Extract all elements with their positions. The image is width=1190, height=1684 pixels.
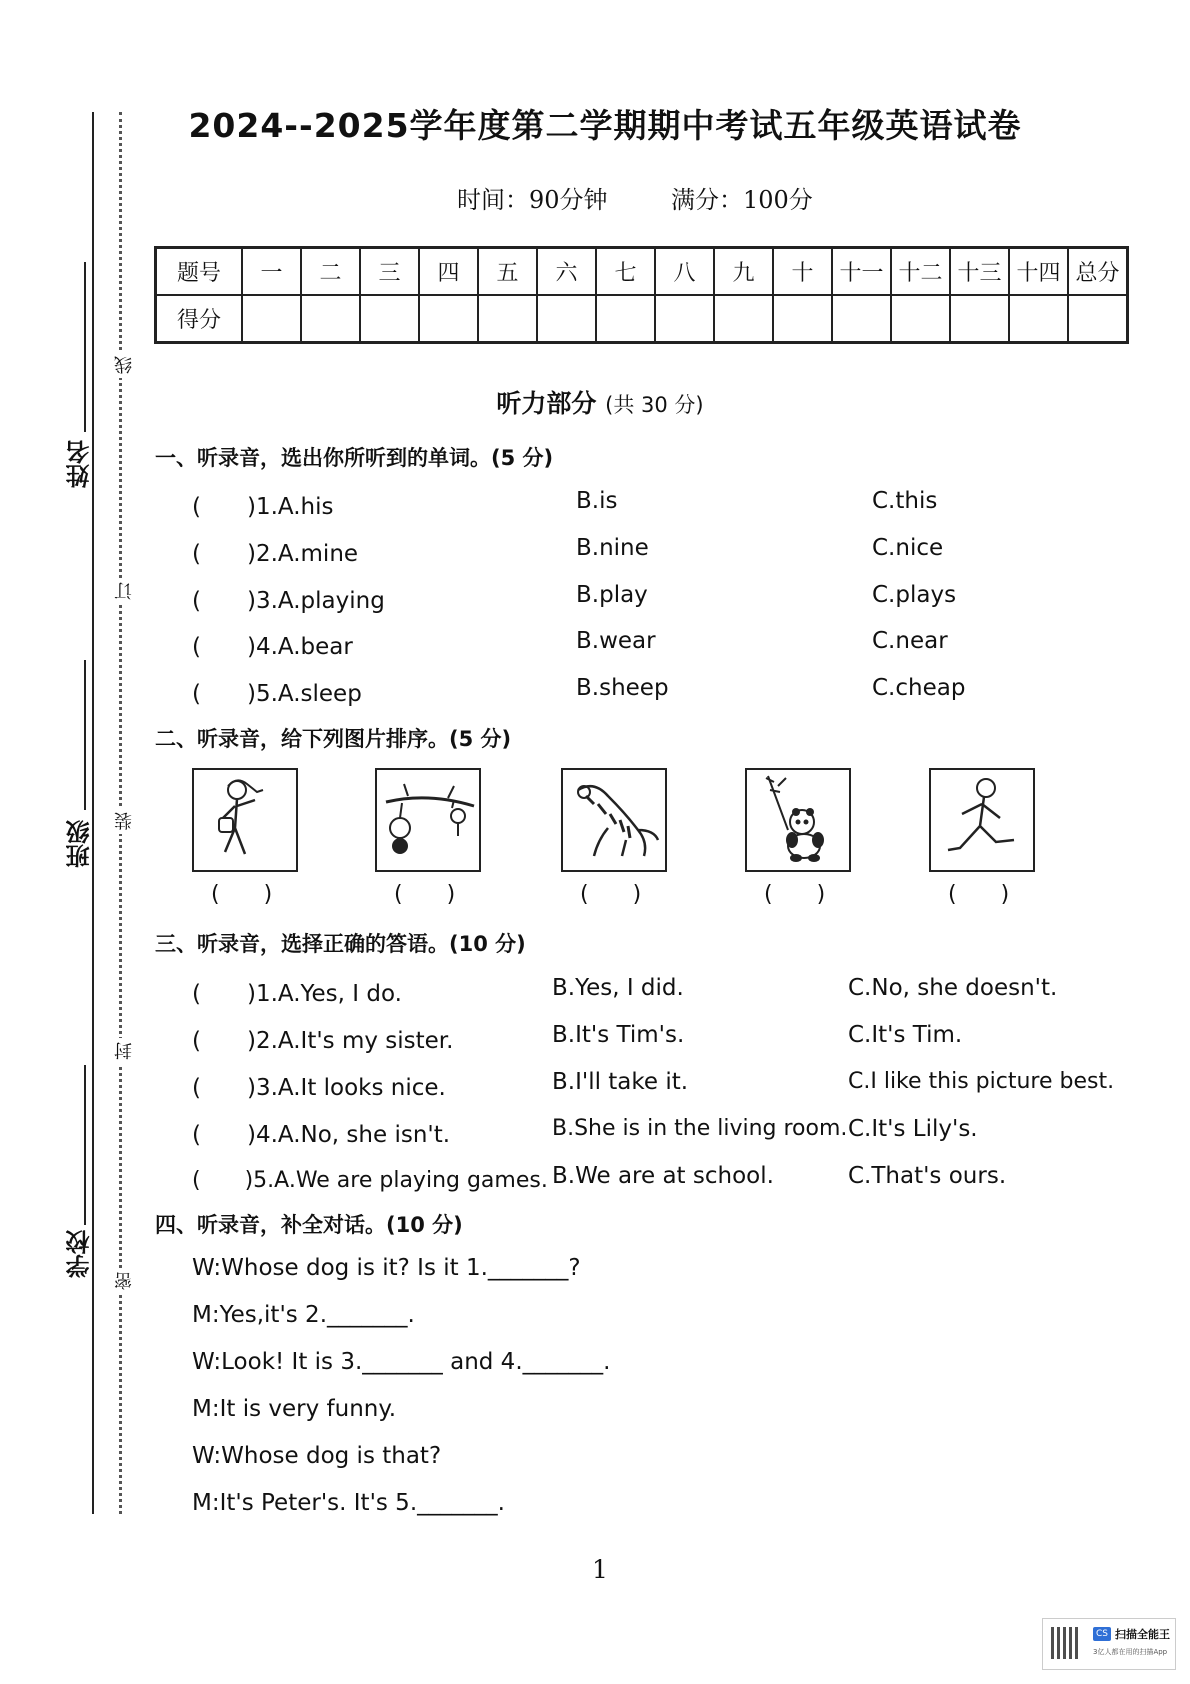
- score-cell[interactable]: [1009, 295, 1068, 343]
- q2-answer-paren[interactable]: ( ): [394, 882, 456, 907]
- q3-item-a[interactable]: ( )2.A.It's my sister.: [192, 1028, 454, 1054]
- tiger-picture: [561, 768, 667, 872]
- tiger-icon: [563, 770, 665, 870]
- q3-item-b: B.We are at school.: [552, 1163, 774, 1189]
- score-table-score-row: [156, 295, 1128, 343]
- q3-item-a[interactable]: ( )5.A.We are playing games.: [192, 1168, 548, 1193]
- score-cell[interactable]: [773, 295, 832, 343]
- page-number: 1: [592, 1555, 608, 1584]
- binding-mark-line: 线: [112, 352, 138, 378]
- girl-climbing-picture: [192, 768, 298, 872]
- q1-item-b: B.is: [576, 488, 618, 514]
- score-cell[interactable]: [419, 295, 478, 343]
- q1-item-b: B.play: [576, 582, 648, 608]
- q1-item-c: C.cheap: [872, 675, 966, 701]
- boy-running-picture: [929, 768, 1035, 872]
- score-cell[interactable]: [655, 295, 714, 343]
- q1-item-c: C.this: [872, 488, 938, 514]
- q3-item-c: C.That's ours.: [848, 1163, 1007, 1189]
- q1-item-b: B.nine: [576, 535, 649, 561]
- listening-points: (共 30 分): [605, 393, 704, 417]
- q3-item-c: C.No, she doesn't.: [848, 975, 1058, 1001]
- dialogue-line: W:Whose dog is that?: [192, 1443, 442, 1469]
- score-table-header: 总分: [1068, 248, 1128, 296]
- dialogue-line: M:It is very funny.: [192, 1396, 397, 1422]
- score-table-header: 七: [596, 248, 655, 296]
- score-table-header: 十一: [832, 248, 891, 296]
- q1-item-a[interactable]: ( )3.A.playing: [192, 588, 385, 614]
- q3-item-c: C.It's Tim.: [848, 1022, 963, 1048]
- q1-item-c: C.plays: [872, 582, 957, 608]
- q1-title: 一、听录音，选出你所听到的单词。(5 分): [155, 446, 554, 470]
- score-table-header: 二: [301, 248, 360, 296]
- q1-item-c: C.nice: [872, 535, 944, 561]
- q1-item-a[interactable]: ( )1.A.his: [192, 494, 334, 520]
- binding-mark-bind: 装: [112, 808, 138, 834]
- q2-answer-paren[interactable]: ( ): [580, 882, 642, 907]
- listening-header-text: 听力部分: [496, 389, 597, 418]
- score-cell[interactable]: [301, 295, 360, 343]
- score-cell[interactable]: [891, 295, 950, 343]
- score-table-header: 六: [537, 248, 596, 296]
- score-table-header: 一: [242, 248, 301, 296]
- q2-answer-paren[interactable]: ( ): [764, 882, 826, 907]
- binding-mark-staple: 订: [112, 578, 138, 604]
- score-table-header: 十二: [891, 248, 950, 296]
- dialogue-line[interactable]: M:It's Peter's. It's 5._______.: [192, 1490, 505, 1516]
- score-cell[interactable]: [1068, 295, 1128, 343]
- monkeys-on-branch-picture: [375, 768, 481, 872]
- q2-answer-paren[interactable]: ( ): [948, 882, 1010, 907]
- score-table: [154, 246, 1129, 344]
- q3-title: 三、听录音，选择正确的答语。(10 分): [155, 932, 526, 956]
- q4-title: 四、听录音，补全对话。(10 分): [155, 1213, 463, 1237]
- name-label: 姓名: [66, 440, 94, 488]
- binding-mark-secret: 密: [112, 1268, 138, 1294]
- scanner-name: 扫描全能王: [1115, 1628, 1170, 1641]
- score-cell[interactable]: [537, 295, 596, 343]
- q3-item-a[interactable]: ( )1.A.Yes, I do.: [192, 981, 402, 1007]
- school-blank[interactable]: [84, 1065, 86, 1225]
- q3-item-b: B.She is in the living room.: [552, 1116, 848, 1141]
- class-blank[interactable]: [84, 660, 86, 810]
- score-table-header-row: [156, 248, 1128, 296]
- q3-item-b: B.Yes, I did.: [552, 975, 684, 1001]
- qr-code-icon: [1051, 1627, 1081, 1659]
- panda-icon: [747, 770, 849, 870]
- scanner-watermark: [1042, 1618, 1176, 1670]
- score-table-header: 四: [419, 248, 478, 296]
- dialogue-line[interactable]: W:Whose dog is it? Is it 1._______?: [192, 1255, 581, 1281]
- q3-item-a[interactable]: ( )3.A.It looks nice.: [192, 1075, 446, 1101]
- q1-item-a[interactable]: ( )4.A.bear: [192, 634, 353, 660]
- girl-icon: [194, 770, 296, 870]
- q1-item-b: B.wear: [576, 628, 656, 654]
- q3-item-c: C.I like this picture best.: [848, 1069, 1115, 1094]
- q1-item-b: B.sheep: [576, 675, 669, 701]
- score-cell[interactable]: [242, 295, 301, 343]
- score-cell[interactable]: [478, 295, 537, 343]
- score-table-header: 十: [773, 248, 832, 296]
- q2-title: 二、听录音，给下列图片排序。(5 分): [155, 727, 512, 751]
- score-table-header: 十三: [950, 248, 1009, 296]
- q3-item-b: B.I'll take it.: [552, 1069, 689, 1095]
- exam-title: 2024--2025学年度第二学期期中考试五年级英语试卷: [188, 106, 1022, 145]
- binding-line: [92, 112, 94, 1514]
- time-label: 时间：90分钟: [457, 186, 608, 214]
- score-table-header: 三: [360, 248, 419, 296]
- score-table-header: 题号: [156, 248, 243, 296]
- binding-mark-seal: 封: [112, 1038, 138, 1064]
- listening-section-header: [0, 384, 1190, 420]
- full-score-label: 满分：100分: [671, 186, 813, 214]
- score-table-header: 五: [478, 248, 537, 296]
- school-label: 学校: [66, 1230, 94, 1278]
- class-label: 班级: [66, 820, 94, 868]
- q3-item-c: C.It's Lily's.: [848, 1116, 978, 1142]
- score-table-header: 八: [655, 248, 714, 296]
- dialogue-line[interactable]: W:Look! It is 3._______ and 4._______.: [192, 1349, 611, 1375]
- panda-eating-bamboo-picture: [745, 768, 851, 872]
- q3-item-a[interactable]: ( )4.A.No, she isn't.: [192, 1122, 451, 1148]
- cs-logo-icon: CS: [1093, 1627, 1111, 1641]
- dialogue-line[interactable]: M:Yes,it's 2._______.: [192, 1302, 415, 1328]
- q1-item-c: C.near: [872, 628, 948, 654]
- score-cell[interactable]: [832, 295, 891, 343]
- q1-item-a[interactable]: ( )5.A.sleep: [192, 681, 362, 707]
- q1-item-a[interactable]: ( )2.A.mine: [192, 541, 359, 567]
- monkey-icon: [377, 770, 479, 870]
- score-cell[interactable]: [714, 295, 773, 343]
- boy-icon: [931, 770, 1033, 870]
- q2-answer-paren[interactable]: ( ): [211, 882, 273, 907]
- score-cell[interactable]: [360, 295, 419, 343]
- score-cell[interactable]: [596, 295, 655, 343]
- q3-item-b: B.It's Tim's.: [552, 1022, 685, 1048]
- score-cell[interactable]: [950, 295, 1009, 343]
- scanner-subtitle: 3亿人都在用的扫描App: [1093, 1648, 1168, 1656]
- score-row-label: 得分: [156, 295, 243, 343]
- score-table-header: 九: [714, 248, 773, 296]
- score-table-header: 十四: [1009, 248, 1068, 296]
